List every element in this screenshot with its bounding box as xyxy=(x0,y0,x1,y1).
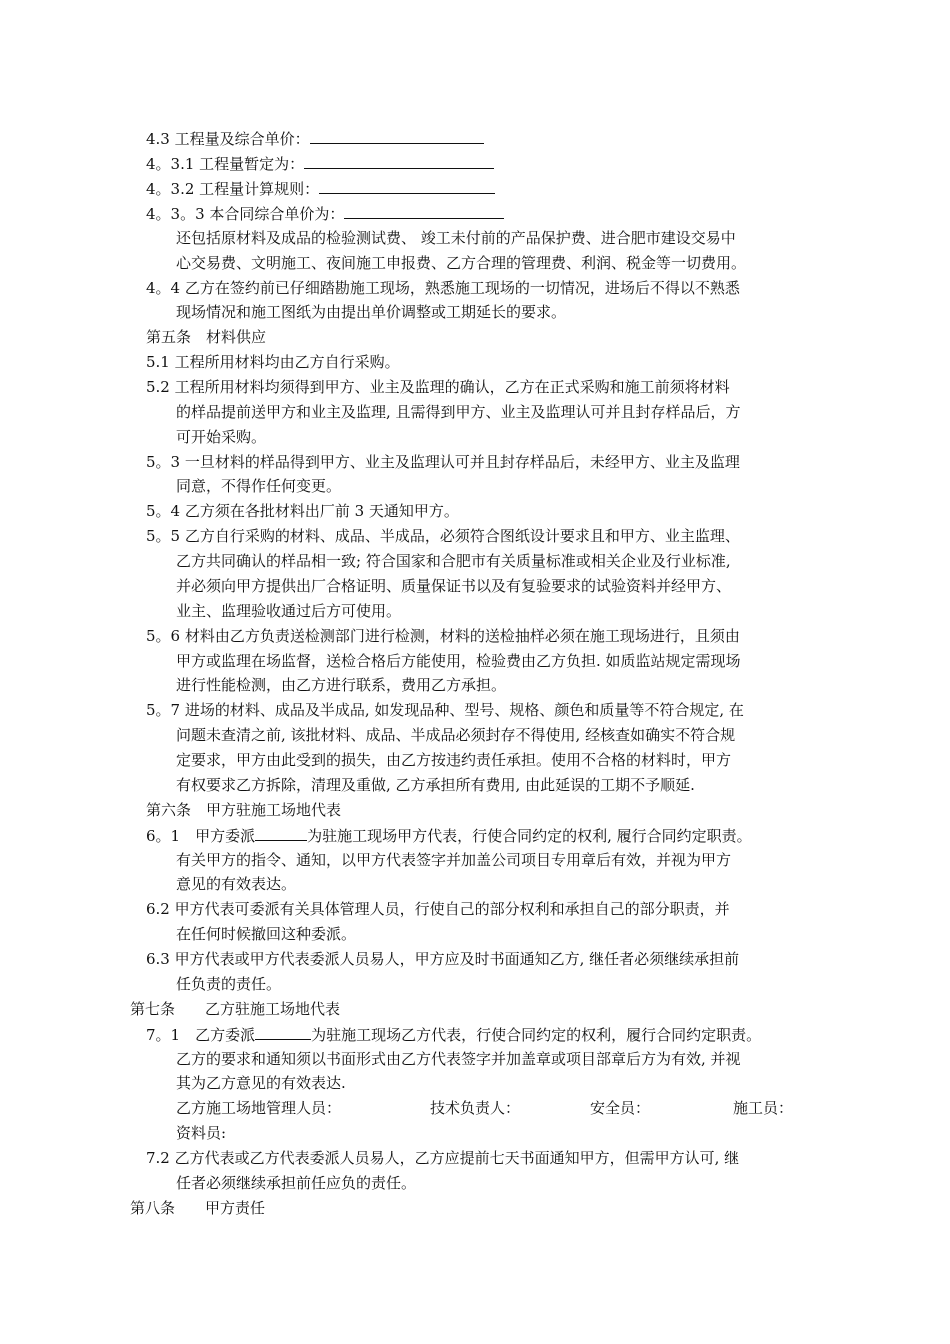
clause-5-3-cont: 同意，不得作任何变更。 xyxy=(176,477,342,495)
clause-5-5-cont-1: 乙方共同确认的样品相一致; 符合国家和合肥市有关质量标准或相关企业及行业标准, xyxy=(176,552,731,570)
staff-site-manager-label: 乙方施工场地管理人员： xyxy=(176,1099,342,1117)
clause-5-7-cont-1: 问题未查清之前, 该批材料、成品、半成品必须封存不得使用, 经核查如确实不符合规 xyxy=(176,726,736,744)
clause-4-4: 4。4 乙方在签约前已仔细踏勘施工现场，熟悉施工现场的一切情况，进场后不得以不熟悉 xyxy=(146,279,740,297)
clause-5-7-cont-2: 定要求，甲方由此受到的损失，由乙方按违约责任承担。使用不合格的材料时，甲方 xyxy=(176,751,732,769)
clause-6-1-cont-2: 意见的有效表达。 xyxy=(176,875,297,893)
clause-6-1-cont-1: 有关甲方的指令、通知，以甲方代表签字并加盖公司项目专用章后有效，并视为甲方 xyxy=(176,851,732,869)
staff-tech-lead-label: 技术负责人： xyxy=(430,1099,521,1117)
clause-5-6-cont-1: 甲方或监理在场监督，送检合格后方能使用，检验费由乙方负担. 如质监站规定需现场 xyxy=(176,652,741,670)
clause-6-3-cont: 任负责的责任。 xyxy=(176,975,282,993)
clause-4-3-3-text: 4。3。3 本合同综合单价为： xyxy=(146,205,345,223)
clause-7-1-pre: 7。1 乙方委派 xyxy=(146,1026,256,1044)
clause-5-7: 5。7 进场的材料、成品及半成品, 如发现品种、型号、规格、颜色和质量等不符合规定, 在 xyxy=(146,701,744,719)
blank-line xyxy=(344,203,504,219)
blank-line xyxy=(310,128,484,144)
clause-5-4: 5。4 乙方须在各批材料出厂前 3 天通知甲方。 xyxy=(146,502,459,520)
clause-5-3: 5。3 一旦材料的样品得到甲方、业主及监理认可并且封存样品后，未经甲方、业主及监理 xyxy=(146,453,740,471)
clause-7-1-post: 为驻施工现场乙方代表，行使合同约定的权利，履行合同约定职责。 xyxy=(311,1026,762,1044)
clause-4-3-2-text: 4。3.2 工程量计算规则： xyxy=(146,180,320,198)
clause-4-3-3-cont-1: 还包括原材料及成品的检验测试费、 竣工未付前的产品保护费、进合肥市建设交易中 xyxy=(176,229,736,247)
clause-7-1-cont-2: 其为乙方意见的有效表达. xyxy=(176,1074,346,1092)
clause-4-3-text: 4.3 工程量及综合单价： xyxy=(146,130,310,148)
clause-6-2: 6.2 甲方代表可委派有关具体管理人员，行使自己的部分权利和承担自己的部分职责，并 xyxy=(146,900,730,918)
clause-4-3-3-cont-2: 心交易费、文明施工、夜间施工申报费、乙方合理的管理费、利润、税金等一切费用。 xyxy=(176,254,747,272)
blank-line xyxy=(304,153,494,169)
clause-7-1 xyxy=(146,1024,761,1045)
clause-4-3-1-text: 4。3.1 工程量暂定为： xyxy=(146,155,305,173)
staff-safety-label: 安全员： xyxy=(590,1099,651,1117)
clause-5-6: 5。6 材料由乙方负责送检测部门进行检测，材料的送检抽样必须在施工现场进行，且须由 xyxy=(146,627,740,645)
clause-4-3-3 xyxy=(146,203,504,224)
article-7-title: 第七条 乙方驻施工场地代表 xyxy=(130,1000,341,1018)
clause-5-2: 5.2 工程所用材料均须得到甲方、业主及监理的确认，乙方在正式采购和施工前须将材料 xyxy=(146,378,730,396)
article-8-title: 第八条 甲方责任 xyxy=(130,1199,266,1217)
clause-5-5-cont-3: 业主、监理验收通过后方可使用。 xyxy=(176,602,402,620)
clause-6-3: 6.3 甲方代表或甲方代表委派人员易人，甲方应及时书面通知乙方, 继任者必须继续承担前 xyxy=(146,950,740,968)
clause-5-5: 5。5 乙方自行采购的材料、成品、半成品，必须符合图纸设计要求且和甲方、业主监理、 xyxy=(146,527,740,545)
clause-6-2-cont: 在任何时候撤回这种委派。 xyxy=(176,925,357,943)
blank-line xyxy=(319,178,495,194)
clause-4-3-1 xyxy=(146,153,494,174)
clause-7-1-cont-1: 乙方的要求和通知须以书面形式由乙方代表签字并加盖章或项目部章后方为有效, 并视 xyxy=(176,1050,741,1068)
clause-5-6-cont-2: 进行性能检测，由乙方进行联系，费用乙方承担。 xyxy=(176,676,507,694)
clause-5-5-cont-2: 并必须向甲方提供出厂合格证明、质量保证书以及有复验要求的试验资料并经甲方、 xyxy=(176,577,732,595)
clause-7-2: 7.2 乙方代表或乙方代表委派人员易人，乙方应提前七天书面通知甲方，但需甲方认可, 继 xyxy=(146,1149,740,1167)
article-5-title: 第五条 材料供应 xyxy=(146,328,267,346)
clause-7-2-cont: 任者必须继续承担前任应负的责任。 xyxy=(176,1174,417,1192)
clause-6-1-pre: 6。1 甲方委派 xyxy=(146,827,256,845)
clause-5-2-cont-2: 可开始采购。 xyxy=(176,428,267,446)
blank-line xyxy=(255,825,307,841)
blank-line xyxy=(255,1024,311,1040)
clause-5-1: 5.1 工程所用材料均由乙方自行采购。 xyxy=(146,353,400,371)
clause-6-1 xyxy=(146,825,752,846)
clause-4-4-cont: 现场情况和施工图纸为由提出单价调整或工期延长的要求。 xyxy=(176,303,567,321)
clause-6-1-post: 为驻施工现场甲方代表，行使合同约定的权利, 履行合同约定职责。 xyxy=(307,827,752,845)
staff-constructor-label: 施工员： xyxy=(733,1099,794,1117)
clause-5-7-cont-3: 有权要求乙方拆除，清理及重做, 乙方承担所有费用, 由此延误的工期不予顺延. xyxy=(176,776,695,794)
article-6-title: 第六条 甲方驻施工场地代表 xyxy=(146,801,342,819)
clause-4-3-2 xyxy=(146,178,495,199)
staff-docs-label: 资料员: xyxy=(176,1124,227,1142)
clause-5-2-cont-1: 的样品提前送甲方和业主及监理, 且需得到甲方、业主及监理认可并且封存样品后，方 xyxy=(176,403,741,421)
clause-4-3 xyxy=(146,128,484,149)
